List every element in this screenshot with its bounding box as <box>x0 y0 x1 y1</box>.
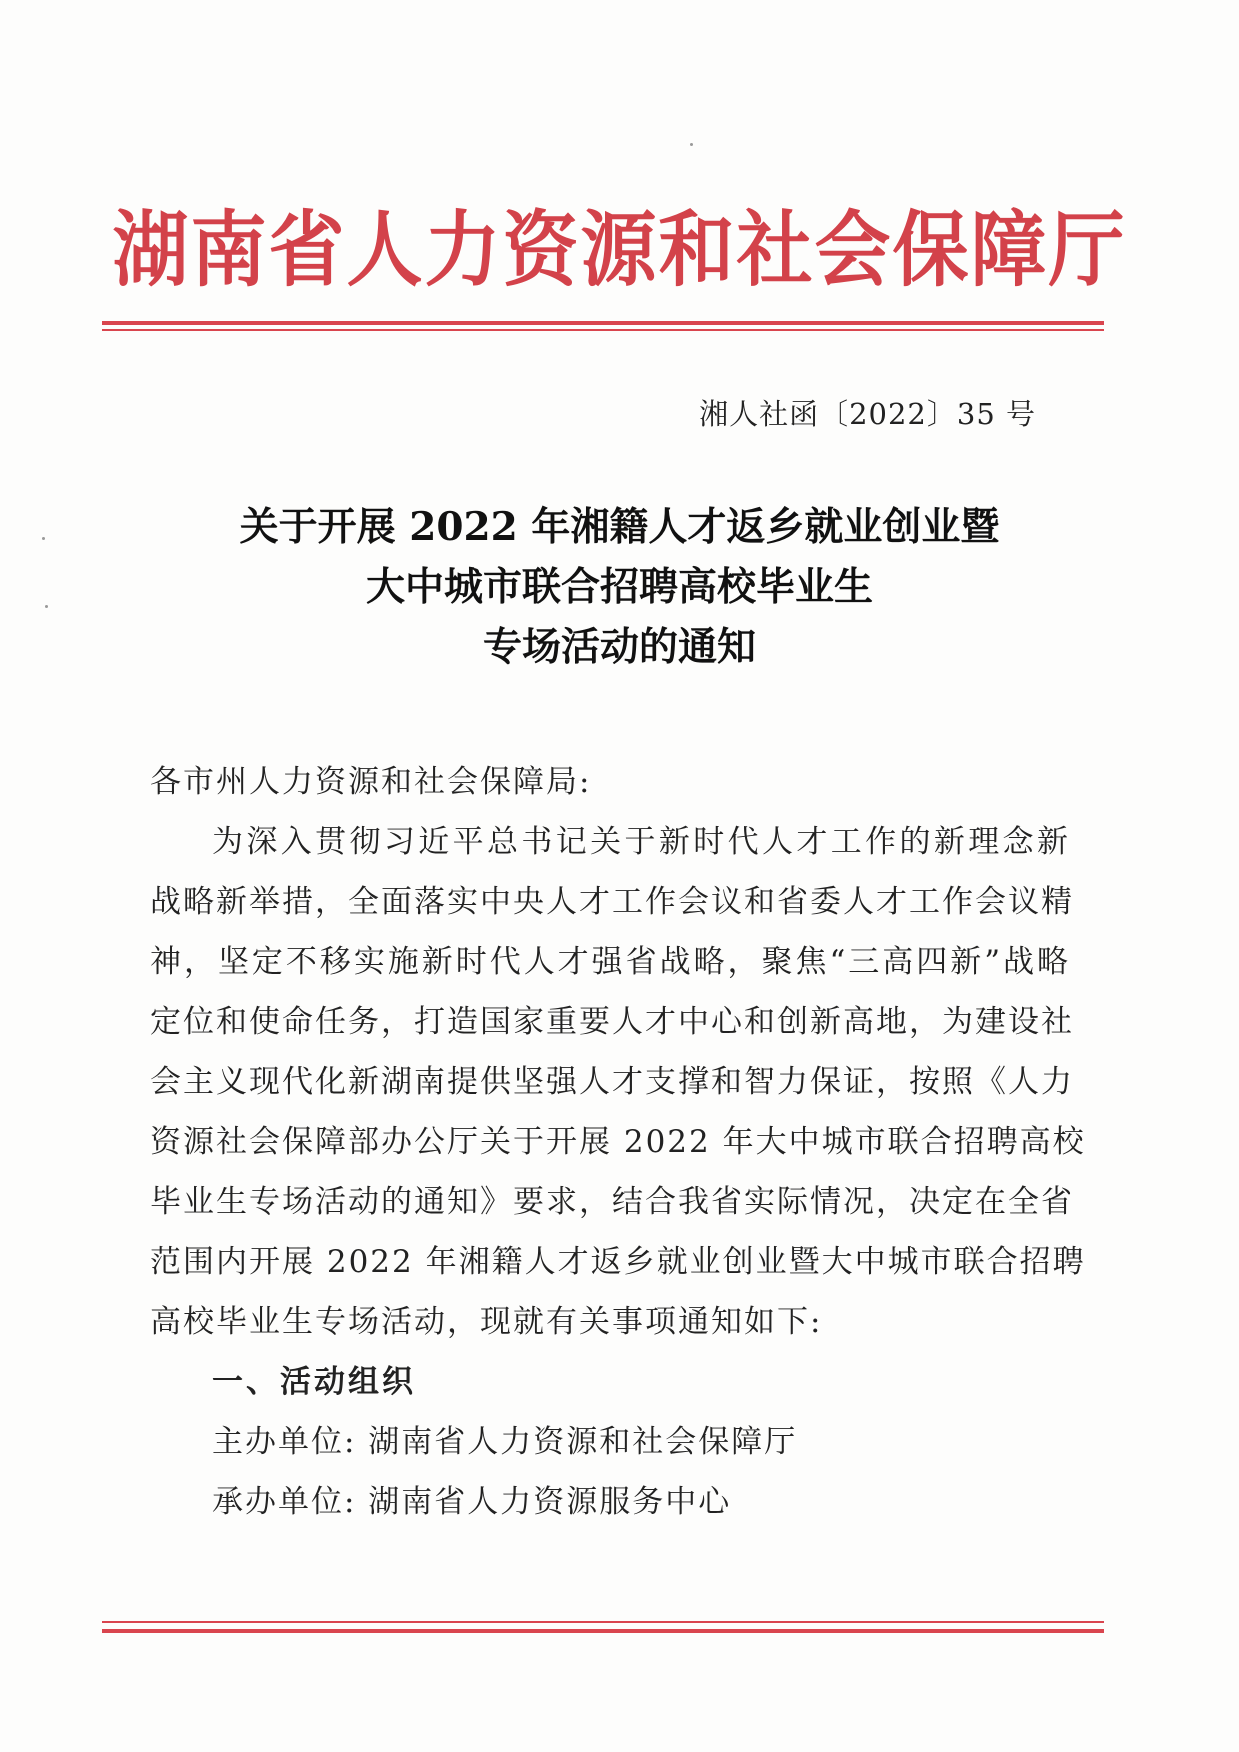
masthead-title: 湖南省人力资源和社会保障厅 <box>112 201 1127 298</box>
scan-speck <box>690 143 693 146</box>
paragraph-line: 定位和使命任务，打造国家重要人才中心和创新高地，为建设社 <box>150 1004 1074 1040</box>
paragraph-line: 高校毕业生专场活动，现就有关事项通知如下: <box>150 1304 823 1340</box>
salutation: 各市州人力资源和社会保障局: <box>150 764 592 800</box>
paragraph-line: 为深入贯彻习近平总书记关于新时代人才工作的新理念新 <box>212 824 1070 860</box>
bottom-red-rule-thick <box>102 1629 1104 1633</box>
top-red-rule-thick <box>102 321 1104 325</box>
title-line-1: 关于开展 2022 年湘籍人才返乡就业创业暨 <box>239 504 1000 550</box>
paragraph-line: 资源社会保障部办公厅关于开展 2022 年大中城市联合招聘高校 <box>150 1124 1086 1160</box>
paragraph-line: 神，坚定不移实施新时代人才强省战略，聚焦“三高四新”战略 <box>150 944 1070 980</box>
paragraph-line: 毕业生专场活动的通知》要求，结合我省实际情况，决定在全省 <box>150 1184 1074 1220</box>
title-line-3: 专场活动的通知 <box>482 624 756 670</box>
scan-speck <box>45 605 48 608</box>
top-red-rule-thin <box>102 329 1104 331</box>
paragraph-line: 战略新举措，全面落实中央人才工作会议和省委人才工作会议精 <box>150 884 1074 920</box>
title-line-2: 大中城市联合招聘高校毕业生 <box>365 564 873 610</box>
paragraph-line: 会主义现代化新湖南提供坚强人才支撑和智力保证，按照《人力 <box>150 1064 1074 1100</box>
scan-speck <box>42 537 45 540</box>
paragraph-line: 范围内开展 2022 年湘籍人才返乡就业创业暨大中城市联合招聘 <box>150 1244 1086 1280</box>
organizer-line: 主办单位: 湖南省人力资源和社会保障厅 <box>212 1424 798 1460</box>
undertaker-line: 承办单位: 湖南省人力资源服务中心 <box>212 1484 732 1520</box>
document-number: 湘人社函〔2022〕35 号 <box>699 397 1036 431</box>
section-heading: 一、活动组织 <box>212 1364 416 1400</box>
notice-title <box>0 497 1239 677</box>
bottom-red-rule-thin <box>102 1621 1104 1623</box>
body-text <box>150 752 1086 1532</box>
